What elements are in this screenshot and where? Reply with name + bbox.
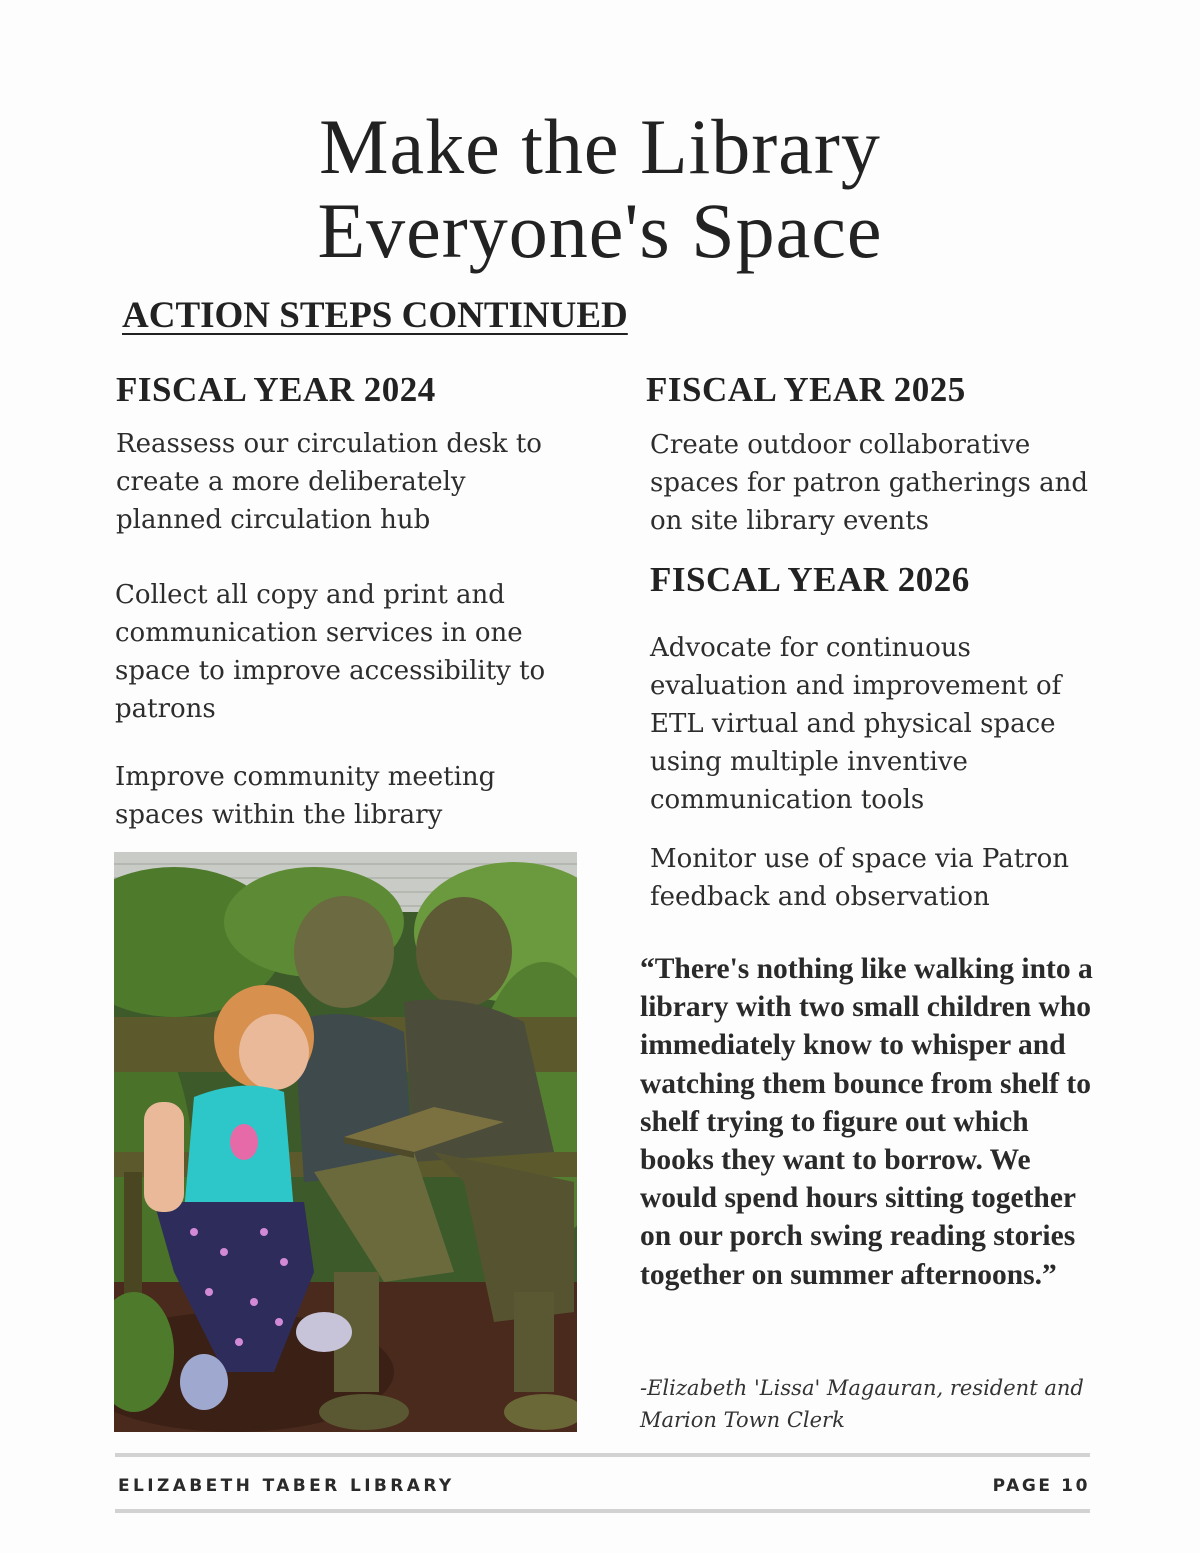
footer-bottom-rule (115, 1509, 1090, 1513)
page-title (0, 105, 1200, 273)
section-label: ACTION STEPS CONTINUED (122, 295, 628, 336)
page-title-line-1: Make the Library (319, 103, 881, 190)
footer-library-name: ELIZABETH TABER LIBRARY (118, 1476, 455, 1496)
footer-top-rule (115, 1453, 1090, 1457)
fy2024-item-3: Improve community meeting spaces within the library (115, 762, 496, 830)
fy2026-item-1: Advocate for continuous evaluation and improvement of ETL virtual and physical space using multiple inventive communication tools (650, 633, 1062, 815)
fy2025-item-1: Create outdoor collaborative spaces for patron gatherings and on site library events (650, 430, 1089, 536)
statue-photo (114, 852, 577, 1432)
fy2025-heading: FISCAL YEAR 2025 (646, 370, 966, 409)
quote-attribution: -Elizabeth 'Lissa' Magauran, resident and Marion Town Clerk (640, 1376, 1084, 1432)
page-title-line-2: Everyone's Space (317, 187, 883, 274)
footer-page-number: PAGE 10 (992, 1476, 1090, 1496)
fy2024-item-2: Collect all copy and print and communication services in one space to improve accessibility to patrons (115, 580, 546, 724)
fy2026-heading: FISCAL YEAR 2026 (650, 560, 970, 599)
resident-quote: “There's nothing like walking into a library with two small children who immediately know to whisper and watching them bounce from shelf to shelf trying to figure out which books they want to borrow. We would spend hours sitting together on our porch swing reading stories together on summer afternoons.” (640, 953, 1093, 1291)
fy2024-heading: FISCAL YEAR 2024 (116, 370, 436, 409)
fy2024-item-1: Reassess our circulation desk to create a more deliberately planned circulation hub (116, 429, 542, 535)
fy2026-item-2: Monitor use of space via Patron feedback and observation (650, 844, 1069, 912)
